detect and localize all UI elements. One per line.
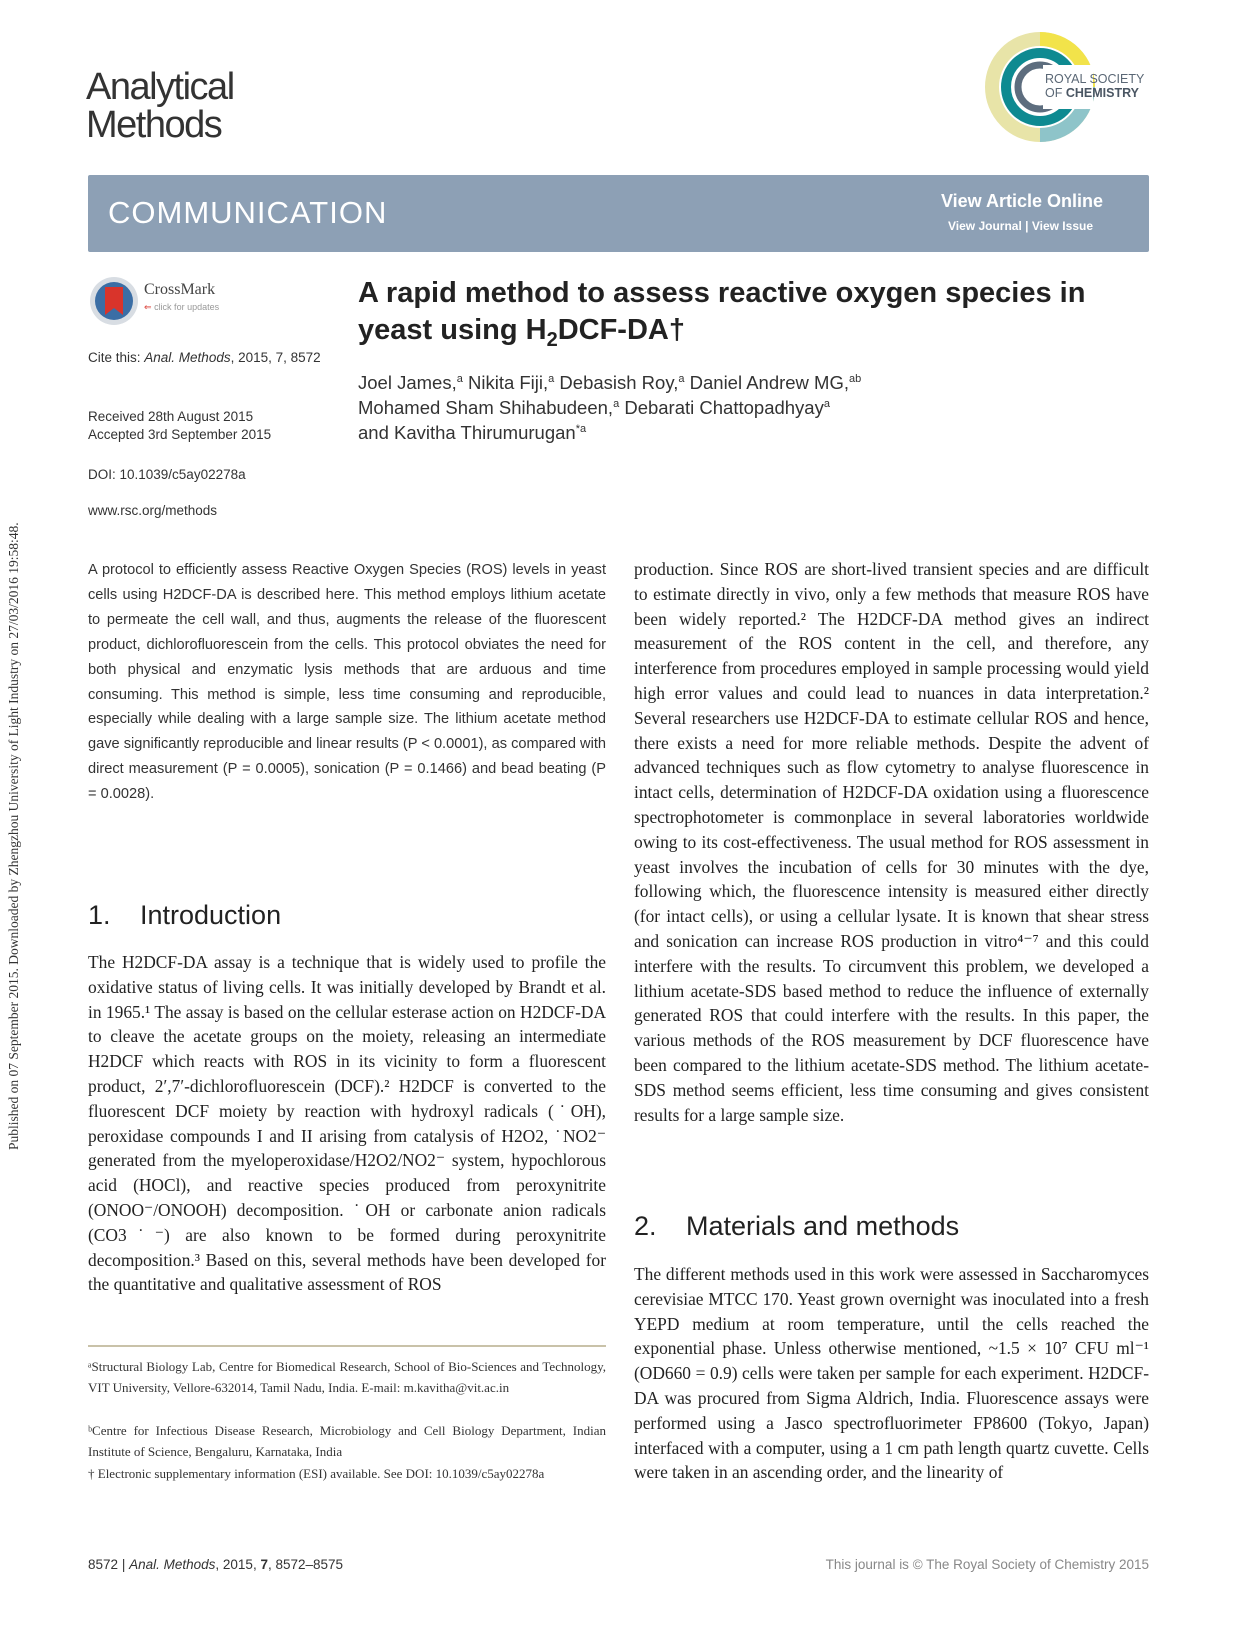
citation	[88, 350, 321, 365]
author-affiliation: a	[548, 372, 555, 385]
footer-volume: 7	[260, 1557, 268, 1572]
link-separator: |	[1025, 219, 1029, 233]
footnote-affiliation-b: ᵇCentre for Infectious Disease Research, Microbiology and Cell Biology Department, Indian Institute of Science, Bengaluru, Karnataka, India	[88, 1423, 606, 1459]
footer-year: , 2015,	[215, 1557, 261, 1572]
page-footer-citation	[88, 1557, 343, 1572]
author-affiliation: ab	[849, 372, 862, 385]
article-title	[358, 275, 1158, 349]
abstract: A protocol to efficiently assess Reactive Oxygen Species (ROS) levels in yeast cells using H2DCF-DA is described here. This method employs lithium acetate to permeate the cell wall, and thus, augments the release of the fluorescent product, dichlorofluorescein from the cells. This protocol obviates the need for both physical and enzymatic lysis methods that are arduous and time consuming. This method is simple, less time consuming and reproducible, especially while dealing with a large sample size. The lithium acetate method gave significantly reproducible and linear results (P < 0.0001), as compared with direct measurement (P = 0.0005), sonication (P = 0.1466) and bead beating (P = 0.0028).	[88, 562, 606, 803]
author-list	[358, 370, 1078, 445]
rsc-logo[interactable]	[985, 30, 1175, 145]
rsc-line2-prefix: OF	[1045, 86, 1066, 100]
section-number: 1.	[88, 900, 111, 930]
author-affiliation: a	[456, 372, 463, 385]
crossmark-icon	[88, 275, 140, 327]
author-name: Mohamed Sham Shihabudeen,	[358, 397, 614, 418]
footer-journal: Anal. Methods	[129, 1557, 216, 1572]
footnote-divider	[88, 1345, 606, 1347]
journal-name-line1: Analytical	[86, 66, 234, 108]
arrow-left-icon: ⇐	[144, 302, 152, 312]
footer-pages: , 8572–8575	[267, 1557, 344, 1572]
footer-separator: |	[121, 1557, 126, 1572]
author-name: Debarati Chattopadhyay	[624, 397, 824, 418]
title-part2: DCF-DA	[557, 314, 669, 346]
crossmark-badge[interactable]	[88, 275, 258, 327]
rsc-line2-bold: CHEMISTRY	[1065, 86, 1139, 100]
section-heading-introduction	[88, 900, 281, 931]
crossmark-label: CrossMark	[144, 281, 216, 298]
copyright-note: This journal is © The Royal Society of Chemistry 2015	[825, 1557, 1149, 1572]
section-title: Materials and methods	[686, 1211, 960, 1241]
section-heading-materials	[634, 1211, 959, 1242]
author-affiliation: a	[678, 372, 685, 385]
article-type-label: COMMUNICATION	[108, 195, 388, 230]
title-subscript: 2	[546, 328, 558, 351]
article-type-banner	[88, 175, 1149, 252]
journal-name-line2: Methods	[86, 104, 222, 146]
author-name: and Kavitha Thirumurugan	[358, 422, 576, 443]
rsc-line1: ROYAL SOCIETY	[1045, 72, 1145, 86]
cite-prefix: Cite this:	[88, 350, 145, 365]
footnote-affiliation-a: ᵃStructural Biology Lab, Centre for Biomedical Research, School of Bio-Sciences and Technology, VIT University, Vellore-632014, Tamil Nadu, India. E-mail: m.kavitha@vit.ac.in	[88, 1359, 606, 1395]
right-column-text: production. Since ROS are short-lived transient species and are difficult to estimate directly in vivo, only a few methods that measure ROS have been widely reported.² The H2DCF-DA method gives an indirect measurement of the ROS content in the cell, and therefore, any interference from procedures employed in sample processing would yield high error values and could lead to nuances in data interpretation.² Several researchers use H2DCF-DA to estimate cellular ROS and hence, there exists a need for more reliable methods. Despite the advent of advanced techniques such as flow cytometry to analyse fluorescence in intact cells, determination of H2DCF-DA oxidation using a fluorescence spectrophotometer is commonplace in several laboratories worldwide owing to its cost-effectiveness. The usual method for ROS assessment in yeast involves the incubation of cells for 30 minutes with the dye, following which, the fluorescence intensity is measured either directly (for intact cells), or using a cellular lysate. It is known that shear stress and sonication can increase ROS production in vitro⁴⁻⁷ and this could interfere with the results. To circumvent this problem, we developed a lithium acetate-SDS based method to reduce the influence of externally generated ROS that could interfere with the results. In this paper, the various methods of the ROS measurement by DCF fluorescence have been compared to the lithium acetate-SDS method. The lithium acetate-SDS method seems efficient, less time consuming and gives consistent results for a large sample size.	[634, 559, 1149, 1125]
author-name: Daniel Andrew MG,	[689, 372, 849, 393]
cite-journal: Anal. Methods	[144, 350, 231, 365]
view-issue-link[interactable]: View Issue	[1031, 219, 1093, 233]
section-title: Introduction	[140, 900, 282, 930]
author-name: Debasish Roy,	[559, 372, 679, 393]
crossmark-sublabel	[144, 302, 219, 313]
author-affiliation: a	[823, 397, 830, 410]
journal-logo[interactable]	[86, 68, 234, 144]
page-number: 8572	[88, 1557, 119, 1572]
received-date: Received 28th August 2015	[88, 409, 254, 424]
download-note	[6, 250, 26, 1150]
author-name: Joel James,	[358, 372, 457, 393]
doi[interactable]: DOI: 10.1039/c5ay02278a	[88, 467, 246, 482]
download-note-text: Published on 07 September 2015. Downloaded by Zhengzhou University of Light Industry on 27/03/2016 19:58:48.	[6, 522, 21, 1150]
cite-rest: , 2015, 7, 8572	[230, 350, 321, 365]
view-journal-link[interactable]: View Journal	[947, 219, 1022, 233]
crossmark-sublabel-text: click for updates	[154, 302, 220, 312]
journal-issue-links	[948, 219, 1093, 233]
author-affiliation: a	[613, 397, 620, 410]
materials-text: The different methods used in this work were assessed in Saccharomyces cerevisiae MTCC 170. Yeast grown overnight was inoculated into a fresh YEPD medium at room temperature, until the cells reached the exponential phase. Unless otherwise mentioned, ~1.5 × 10⁷ CFU ml⁻¹ (OD660 = 0.9) cells were taken per sample for each experiment. H2DCF-DA was procured from Sigma Aldrich, India. Fluorescence assays were performed using a Jasco spectrofluorimeter FP8600 (Tokyo, Japan) interfaced with a computer, using a 1 cm path length quartz cuvette. Cells were taken in an ascending order, and the linearity of	[634, 1264, 1149, 1483]
author-name: Nikita Fiji,	[467, 372, 549, 393]
title-part1: A rapid method to assess reactive oxygen species in yeast using H	[358, 277, 1086, 346]
introduction-text: The H2DCF-DA assay is a technique that is widely used to profile the oxidative status of living cells. It was initially developed by Brandt et al. in 1965.¹ The assay is based on the cellular esterase action on H2DCF-DA to cleave the acetate groups on the moiety, releasing an intermediate H2DCF which reacts with ROS in its vicinity to form a fluorescent product, 2′,7′-dichlorofluorescein (DCF).² H2DCF is converted to the fluorescent DCF moiety by reaction with hydroxyl radicals (˙OH), peroxidase compounds I and II arising from catalysis of H2O2, ˙NO2⁻ generated from the myeloperoxidase/H2O2/NO2⁻ system, hypochlorous acid (HOCl), and reactive species produced from peroxynitrite (ONOO⁻/ONOOH) decomposition. ˙OH or carbonate anion radicals (CO3˙⁻) are also known to be formed during peroxynitrite decomposition.³ Based on this, several methods have been developed for the quantitative and qualitative assessment of ROS	[88, 952, 606, 1295]
author-affiliation: *a	[575, 422, 587, 435]
accepted-date: Accepted 3rd September 2015	[88, 427, 272, 442]
esi-dagger[interactable]: †	[668, 314, 685, 346]
rsc-wordmark	[1045, 72, 1144, 100]
footnote-esi[interactable]: † Electronic supplementary information (ESI) available. See DOI: 10.1039/c5ay02278a	[88, 1466, 545, 1481]
view-article-online-link[interactable]: View Article Online	[940, 191, 1103, 211]
section-number: 2.	[634, 1211, 657, 1241]
journal-url[interactable]: www.rsc.org/methods	[88, 503, 218, 518]
